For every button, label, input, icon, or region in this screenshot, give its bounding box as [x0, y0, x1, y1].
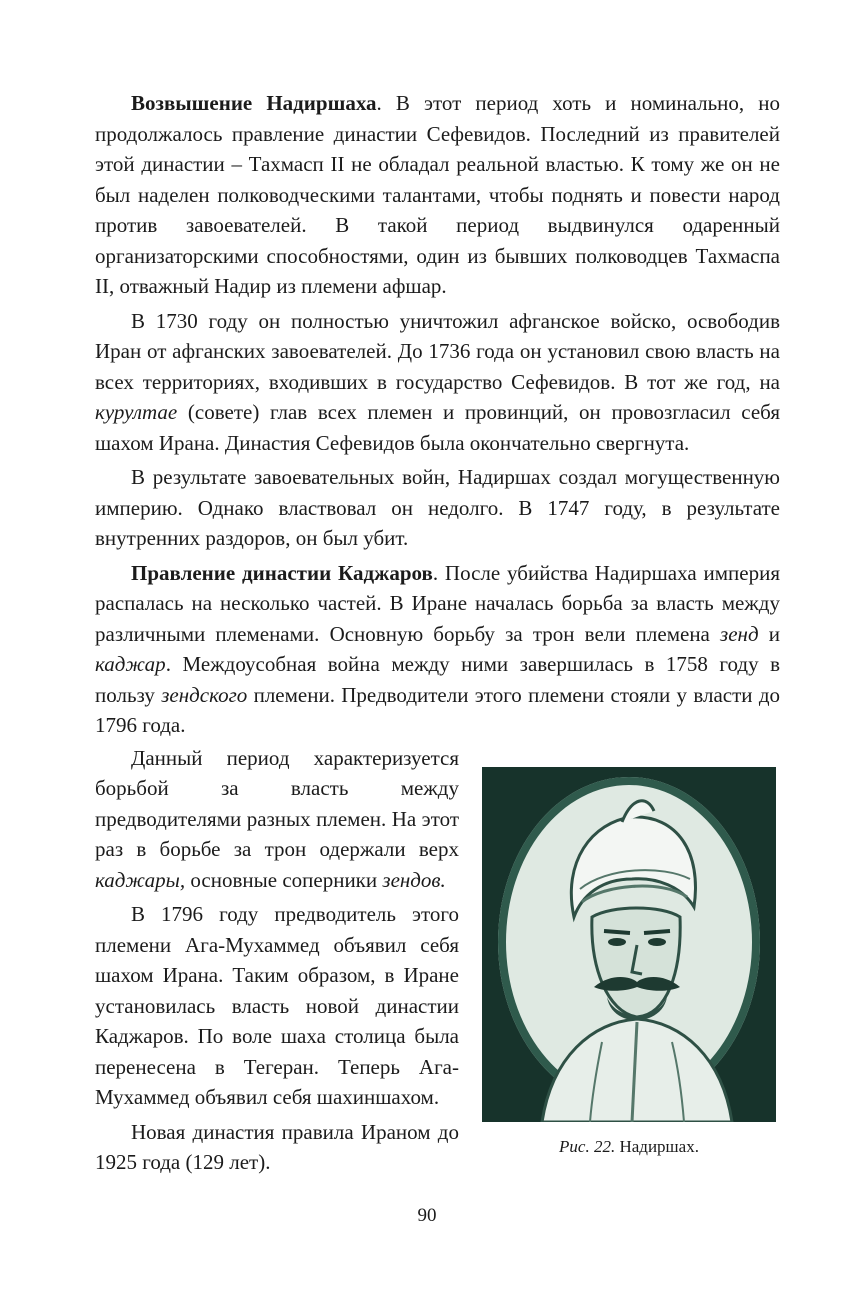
paragraph-text: Данный период характеризуется борьбой за власть между предводителями разных племен. На этот раз в борьбе за трон одержали верх [95, 745, 459, 861]
term-zendskogo: зендского [161, 682, 248, 707]
text-with-figure [95, 743, 780, 1178]
term-qajars: каджары, [95, 867, 186, 892]
term-qajar: каджар [95, 652, 166, 676]
page-body [95, 88, 780, 1178]
portrait-image [482, 767, 776, 1122]
paragraph-text: . В этот период хоть и номинально, но продолжалось правление династии Сефевидов. Последний из правителей этой династии – Тахмасп II не обладал реальной властью. К тому же он не был наделен полководческими талантами, чтобы поднять и повести народ против завоевателей. В такой период выдвинулся одаренный организаторскими способностями, один из бывших полководцев Тахмаспа II, отважный Надир из племени афшар. [95, 91, 780, 298]
paragraph-text: племени. Предводители этого племени стояли у власти до 1796 года. [95, 682, 781, 737]
paragraph-1796: В 1796 году предводитель этого племени Ага-Мухаммед объявил себя шахом Ирана. Таким образом, в Иране установилась власть новой династии Каджаров. По воле шаха столица была перенесена в Тегеран. Теперь Ага-Мухаммед объявил себя шахиншахом. [95, 902, 459, 1109]
term-zend: зенд [720, 621, 759, 646]
figure-nadirshah [482, 767, 776, 1158]
left-column [95, 743, 459, 1178]
paragraph-text: . Междоусобная война между ними завершилась в 1758 году в пользу [95, 652, 780, 707]
paragraph-dynasty-end: Новая династия правила Ираном до 1925 года (129 лет). [95, 1119, 459, 1174]
paragraph-1730 [95, 306, 780, 459]
term-zends: зендов. [382, 867, 446, 892]
portrait-drawing [482, 767, 776, 1122]
paragraph-text: и [758, 621, 781, 646]
figure-caption-number: Рис. 22. [559, 1136, 616, 1156]
page-number: 90 [417, 1205, 437, 1226]
figure-caption-text: Надиршах. [615, 1136, 699, 1156]
paragraph-text: основные соперники [185, 867, 383, 892]
section-heading-nadirshah: Возвышение Надиршаха [131, 91, 377, 115]
figure-caption [482, 1136, 776, 1158]
paragraph-text: В 1730 году он полностью уничтожил афганское войско, освободив Иран от афганских завоевателей. До 1736 года он установил свою власть на всех территориях, входивших в государство Сефевидов. В тот же год, на [95, 308, 780, 394]
paragraph-text: . После убийства Надиршаха империя распалась на несколько частей. В Иране началась борьба за власть между различными племенами. Основную борьбу за трон вели племена [95, 560, 780, 646]
paragraph-period [95, 743, 459, 896]
paragraph-empire: В результате завоевательных войн, Надиршах создал могущественную империю. Однако властвовал он недолго. В 1747 году, в результате внутренних раздоров, он был убит. [95, 465, 780, 550]
paragraph-text: (совете) глав всех племен и провинций, он провозгласил себя шахом Ирана. Династия Сефевидов была окончательно свергнута. [95, 400, 780, 455]
paragraph-qajar-rule [95, 558, 780, 741]
term-kurultai: курултае [95, 400, 178, 424]
section-heading-qajar: Правление династии Каджаров [131, 560, 433, 585]
paragraph-nadirshah-rise [95, 88, 780, 302]
